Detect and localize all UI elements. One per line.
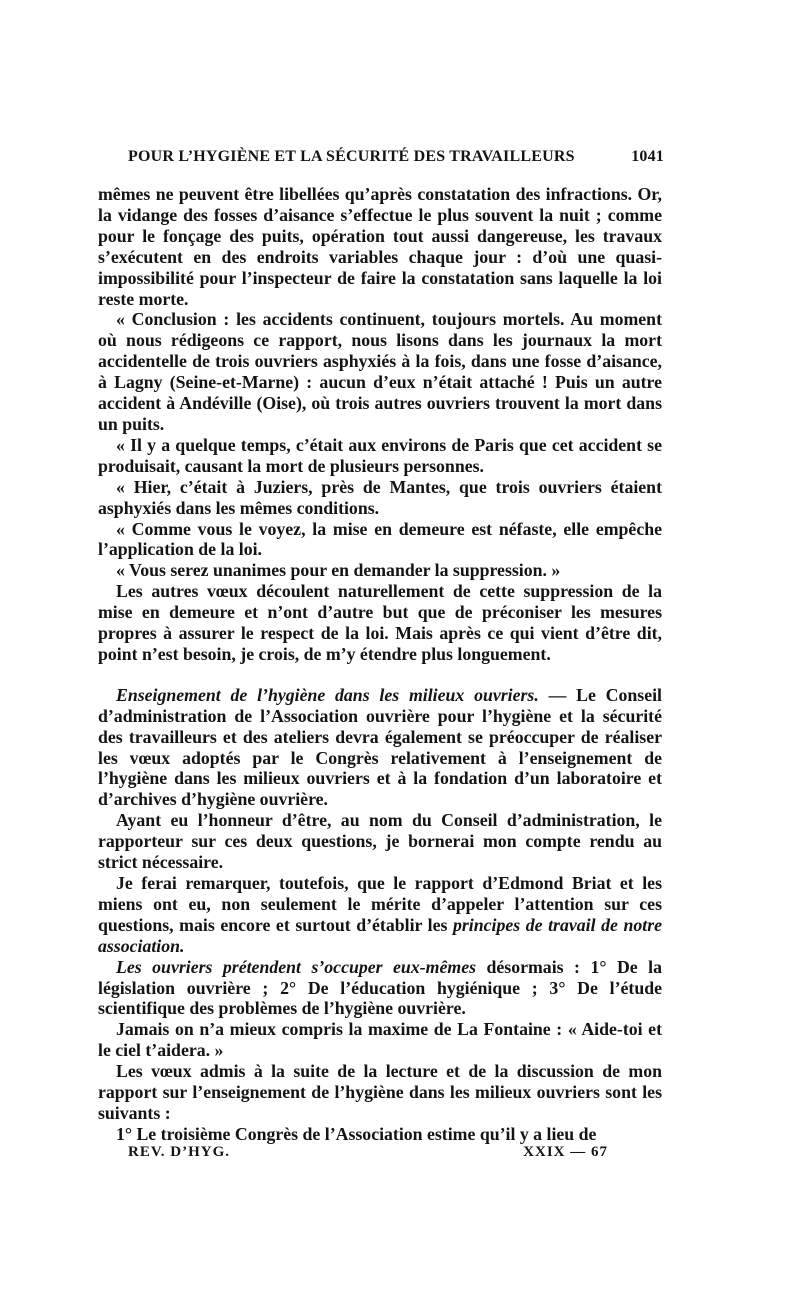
paragraph-text: Je ferai remarquer, toutefois, que le rapport d’Edmond Briat et les miens ont eu, non seulement le mérite d’appeler l’attention sur ces questions, mais encore et surtout d’établir les (98, 873, 662, 935)
paragraph (98, 873, 662, 957)
paragraph (98, 957, 662, 1020)
body-text (98, 184, 662, 1145)
paragraph: « Vous serez unanimes pour en demander la suppression. » (116, 560, 561, 581)
paragraph: mêmes ne peuvent être libellées qu’après constatation des infractions. Or, la vidange des fosses d’aisance s’effectue le plus souvent la nuit ; comme pour le fonçage des puits, opération tout aussi dangereuse, les travaux s’exécutent en des endroits variables chaque jour : d’où une quasi-impossibilité pour l’inspecteur de faire la constatation sans laquelle la loi reste morte. (98, 184, 662, 309)
paragraph-text: — Le Conseil d’administration de l’Association ouvrière pour l’hygiène et la sécurité des travailleurs et des ateliers devra également se préoccuper de réaliser les vœux adoptés par le Congrès relativement à l’enseignement de l’hygiène dans les milieux ouvriers et à la fondation d’un laboratoire et d’archives d’hygiène ouvrière. (98, 684, 663, 810)
running-header (128, 148, 664, 166)
paragraph: « Il y a quelque temps, c’était aux environs de Paris que cet accident se produisait, causant la mort de plusieurs personnes. (98, 434, 662, 476)
page-footer (128, 1144, 608, 1161)
running-title: POUR L’HYGIÈNE ET LA SÉCURITÉ DES TRAVAILLEURS (128, 148, 575, 165)
paragraph: Les vœux admis à la suite de la lecture et de la discussion de mon rapport sur l’enseignement de l’hygiène dans les milieux ouvriers sont les suivants : (98, 1061, 662, 1123)
section-heading: Enseignement de l’hygiène dans les milieux ouvriers. (116, 684, 539, 705)
section-paragraph (98, 685, 662, 810)
journal-abbreviation: REV. D’HYG. (128, 1144, 230, 1160)
emphasis-text: principes de travail de notre association. (98, 914, 663, 956)
paragraph: 1° Le troisième Congrès de l’Association estime qu’il y a lieu de (116, 1123, 597, 1144)
paragraph: « Hier, c’était à Juziers, près de Mantes, que trois ouvriers étaient asphyxiés dans les mêmes conditions. (98, 476, 662, 518)
paragraph: Les autres vœux découlent naturellement de cette suppression de la mise en demeure et n’ont d’autre but que de préconiser les mesures propres à assurer le respect de la loi. Mais après ce qui vient d’être dit, point n’est besoin, je crois, de m’y étendre plus longuement. (98, 581, 662, 664)
page-number: 1041 (631, 148, 664, 165)
paragraph-text: désormais : 1° De la législation ouvrière ; 2° De l’éducation hygiénique ; 3° De l’étude scientifique des problèmes de l’hygiène ouvrière. (98, 956, 663, 1019)
paragraph: Ayant eu l’honneur d’être, au nom du Conseil d’administration, le rapporteur sur ces deux questions, je bornerai mon compte rendu au strict nécessaire. (98, 810, 662, 873)
paragraph: « Comme vous le voyez, la mise en demeure est néfaste, elle empêche l’application de la loi. (98, 518, 662, 560)
paragraph: « Conclusion : les accidents continuent, toujours mortels. Au moment où nous rédigeons ce rapport, nous lisons dans les journaux la mort accidentelle de trois ouvriers asphyxiés à la fois, dans une fosse d’aisance, à Lagny (Seine-et-Marne) : aucun d’eux n’était attaché ! Puis un autre accident à Andéville (Oise), où trois autres ouvriers trouvent la mort dans un puits. (98, 309, 662, 434)
paragraph: Jamais on n’a mieux compris la maxime de La Fontaine : « Aide-toi et le ciel t’aidera. » (98, 1019, 662, 1061)
emphasis-text: Les ouvriers prétendent s’occuper eux-mêmes (116, 956, 477, 977)
signature-mark: XXIX — 67 (523, 1144, 608, 1160)
